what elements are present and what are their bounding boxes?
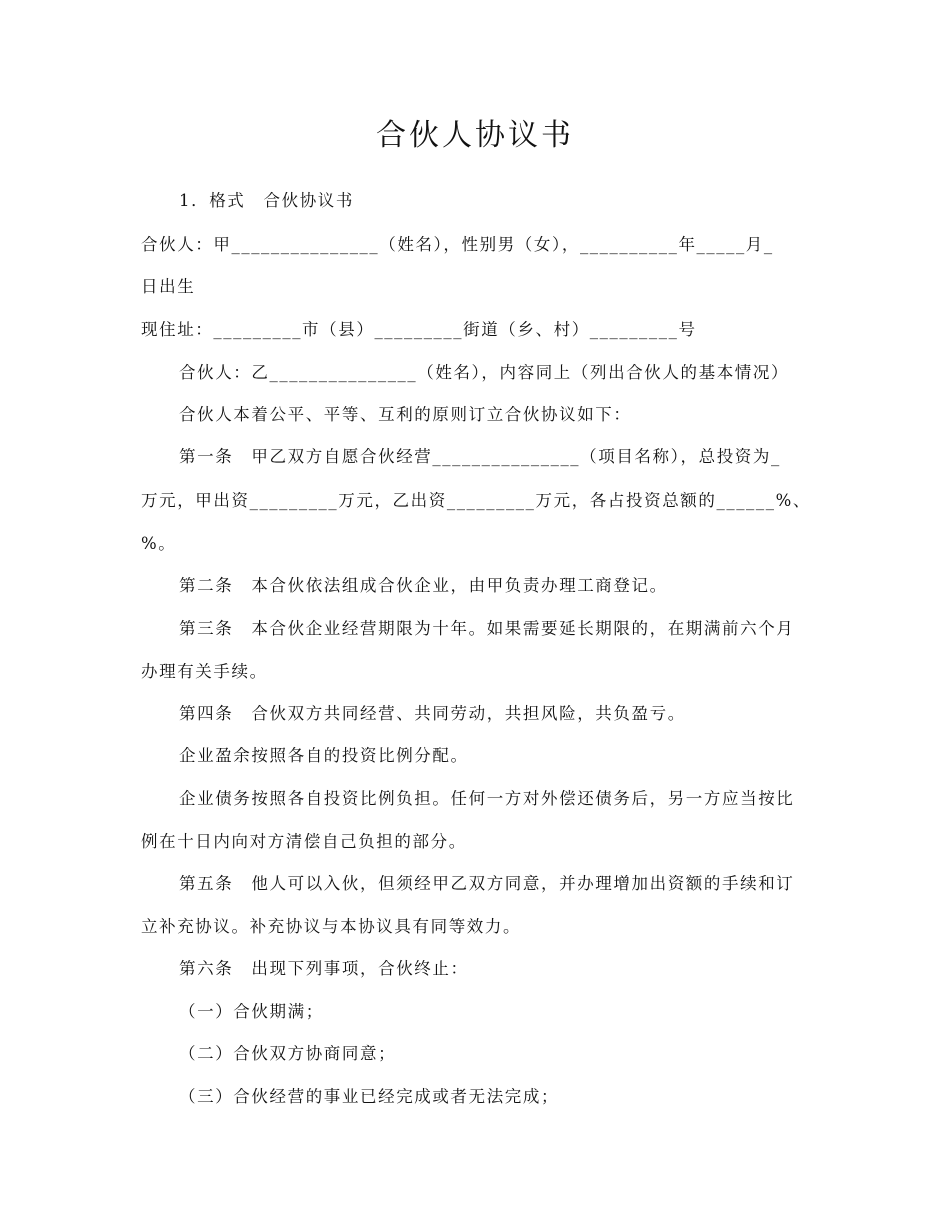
article-1-line: 第一条 甲乙双方自愿合伙经营_______________（项目名称），总投资为_ [179, 447, 781, 466]
article-5-continued: 立补充协议。补充协议与本协议具有同等效力。 [141, 917, 522, 936]
article-3-line: 第三条 本合伙企业经营期限为十年。如果需要延长期限的，在期满前六个月 [179, 619, 795, 638]
document-title: 合伙人协议书 [376, 118, 574, 153]
preamble-line: 合伙人本着公平、平等、互利的原则订立合伙协议如下： [179, 405, 632, 424]
partner-b-line: 合伙人：乙_______________（姓名），内容同上（列出合伙人的基本情况） [179, 363, 790, 382]
article-1-continued: 万元，甲出资_________万元，乙出资_________万元，各占投资总额的______%、 [141, 491, 811, 510]
termination-item-3: （三）合伙经营的事业已经完成或者无法完成； [179, 1087, 560, 1106]
partner-a-line: 合伙人：甲_______________（姓名），性别男（女），__________年_____月_ [141, 235, 774, 254]
article-2-line: 第二条 本合伙依法组成合伙企业，由甲负责办理工商登记。 [179, 576, 668, 595]
article-6-line: 第六条 出现下列事项，合伙终止： [179, 959, 469, 978]
address-line: 现住址：_________市（县）_________街道（乡、村）_________号 [141, 320, 697, 339]
article-1-percent: %。 [141, 534, 177, 553]
termination-item-1: （一）合伙期满； [179, 1002, 324, 1021]
termination-item-2: （二）合伙双方协商同意； [179, 1044, 397, 1063]
birth-line: 日出生 [141, 277, 196, 296]
profit-line: 企业盈余按照各自的投资比例分配。 [179, 746, 469, 765]
article-4-line: 第四条 合伙双方共同经营、共同劳动，共担风险，共负盈亏。 [179, 704, 686, 723]
format-line: 1．格式 合伙协议书 [179, 191, 354, 210]
debt-continued: 例在十日内向对方清偿自己负担的部分。 [141, 832, 467, 851]
article-5-line: 第五条 他人可以入伙，但须经甲乙双方同意，并办理增加出资额的手续和订 [179, 874, 795, 893]
article-3-continued: 办理有关手续。 [141, 662, 268, 681]
debt-line: 企业债务按照各自投资比例负担。任何一方对外偿还债务后，另一方应当按比 [179, 789, 795, 808]
